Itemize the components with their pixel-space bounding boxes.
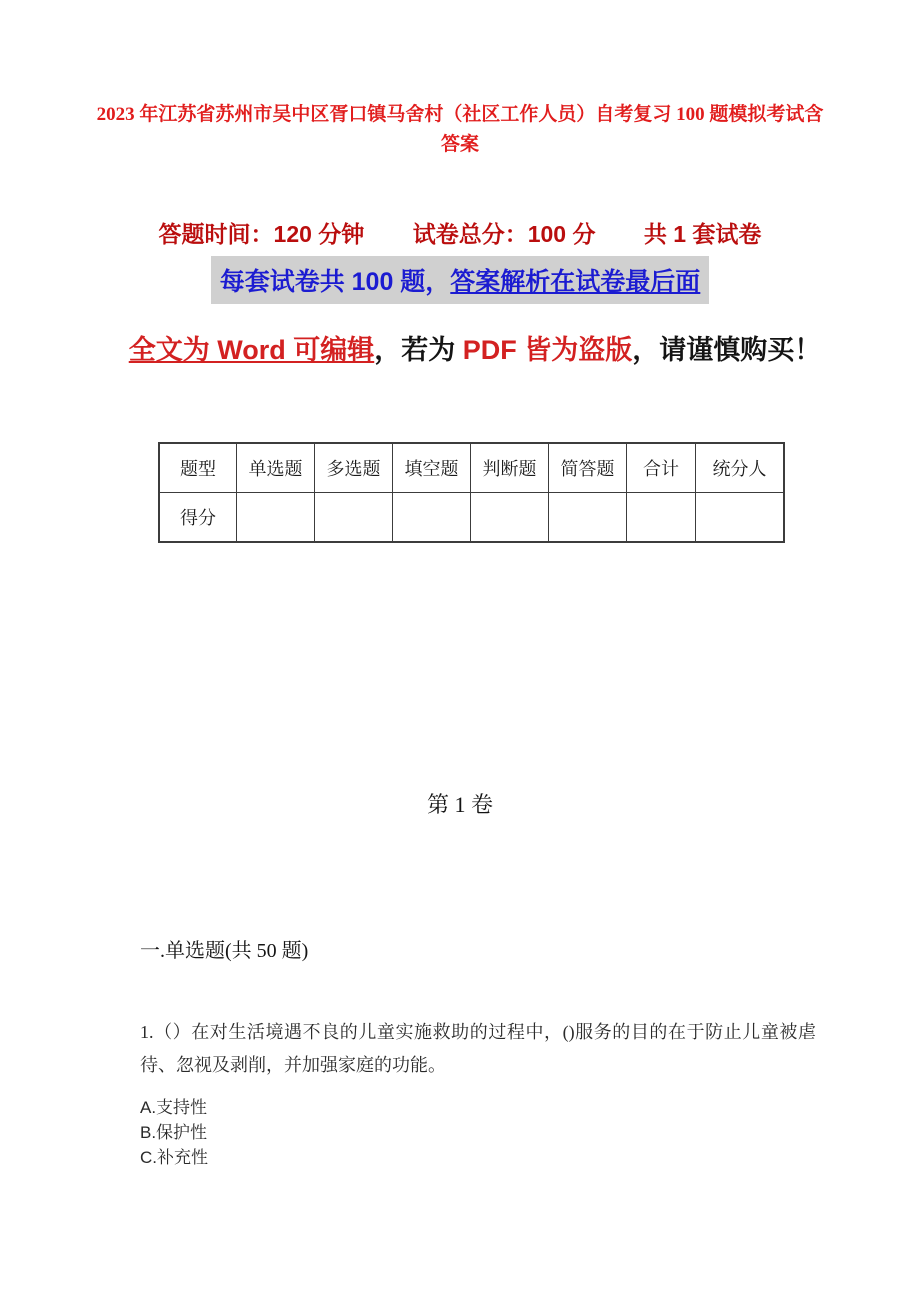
question-1-text: 1.（）在对生活境遇不良的儿童实施救助的过程中，()服务的目的在于防止儿童被虐待、忽视及剥削，并加强家庭的功能。 [140, 1022, 816, 1075]
highlight-prefix: 每套试卷共 100 题， [219, 268, 451, 296]
header-cell-scorer: 统分人 [696, 443, 785, 493]
option-a: A.支持性 [140, 1098, 208, 1117]
section-heading-single-choice: 一.单选题(共 50 题) [140, 940, 309, 962]
score-cell-scorer [696, 493, 785, 543]
header-cell-question-type: 题型 [159, 443, 237, 493]
header-cell-total: 合计 [627, 443, 696, 493]
header-cell-short-answer: 简答题 [549, 443, 627, 493]
document-title: 2023 年江苏省苏州市吴中区胥口镇马舍村（社区工作人员）自考复习 100 题模拟考试含答案 [96, 104, 824, 155]
score-cell-total [627, 493, 696, 543]
header-cell-single-choice: 单选题 [237, 443, 315, 493]
exam-set-count: 共 1 套试卷 [643, 221, 762, 247]
exam-total-score: 试卷总分：100 分 [412, 221, 596, 247]
exam-info-line [0, 216, 920, 249]
question-1-options [140, 1095, 540, 1170]
highlight-line-wrap [0, 256, 920, 304]
score-table-header-row [159, 443, 784, 493]
score-table-score-row [159, 493, 784, 543]
score-cell-single-choice [237, 493, 315, 543]
header-cell-true-false: 判断题 [471, 443, 549, 493]
promo-mid-text: ，若为 [374, 335, 463, 365]
score-table [158, 442, 785, 543]
promo-tail-text: ，请谨慎购买！ [632, 335, 822, 365]
score-cell-fill-blank [393, 493, 471, 543]
option-c: C.补充性 [140, 1148, 208, 1167]
promo-note [125, 322, 825, 378]
highlight-note [211, 256, 710, 304]
promo-pdf-pirate: PDF 皆为盗版 [462, 335, 633, 365]
answer-key-link[interactable]: 答案解析在试卷最后面 [450, 268, 701, 296]
volume-heading: 第 1 卷 [426, 792, 493, 817]
header-cell-multi-choice: 多选题 [315, 443, 393, 493]
promo-word-editable: 全文为 Word 可编辑 [128, 335, 375, 365]
score-cell-short-answer [549, 493, 627, 543]
score-cell-multi-choice [315, 493, 393, 543]
score-row-label: 得分 [159, 493, 237, 543]
option-b: B.保护性 [140, 1123, 208, 1142]
score-cell-true-false [471, 493, 549, 543]
header-cell-fill-blank: 填空题 [393, 443, 471, 493]
exam-time: 答题时间：120 分钟 [158, 221, 365, 247]
